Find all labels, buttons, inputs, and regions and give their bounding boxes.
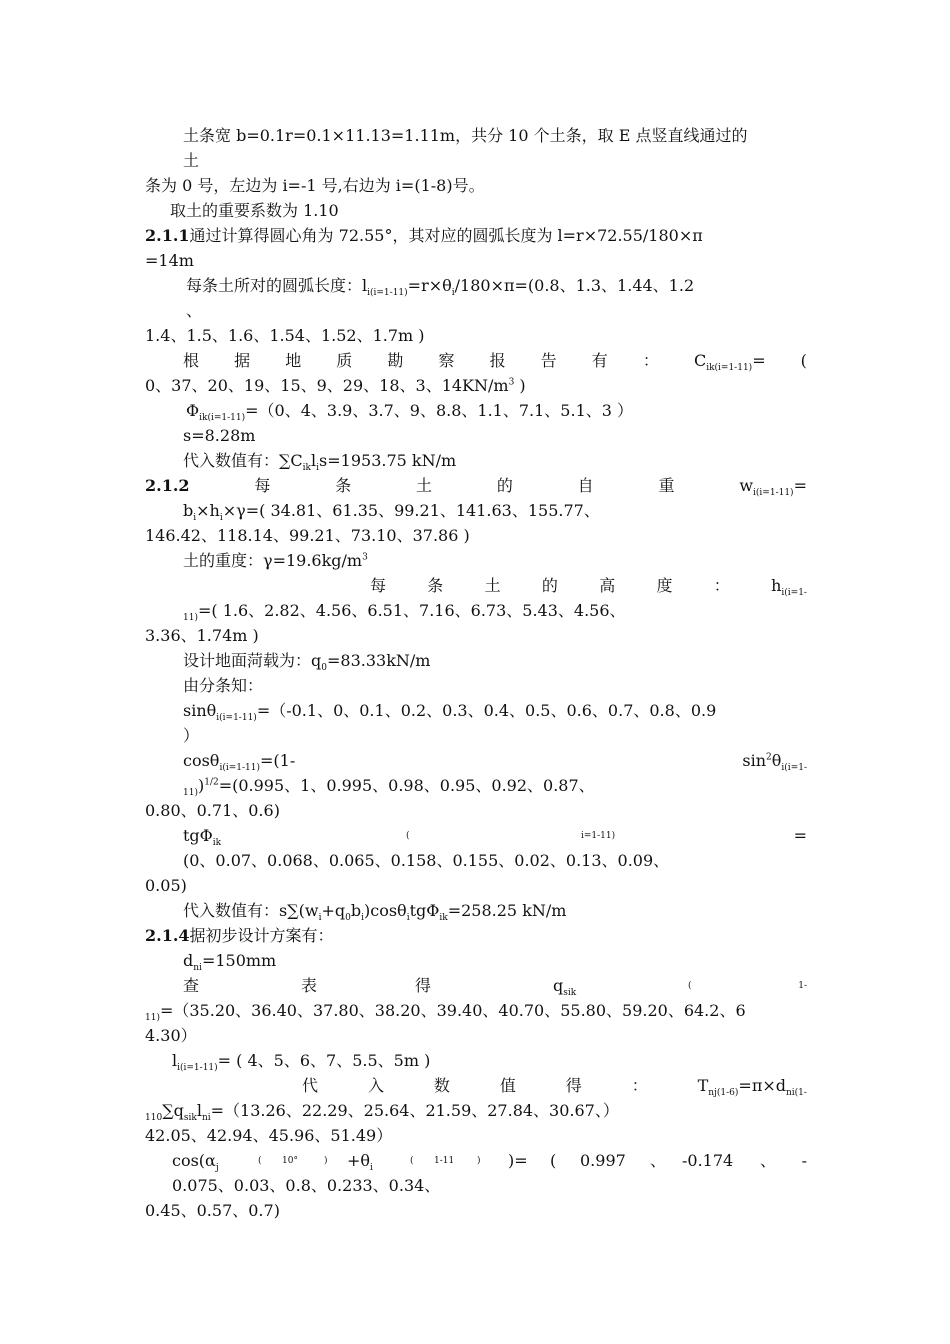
- char: ：: [713, 576, 730, 595]
- subscript: i(i=1-: [781, 588, 807, 599]
- superscript: 3: [508, 377, 515, 388]
- text-line: [183, 551, 807, 571]
- text: =: [752, 351, 766, 370]
- text: )cosθ: [364, 901, 407, 920]
- text-line-justified: [370, 576, 807, 599]
- text: 每条土所对的圆弧长度：l: [186, 276, 368, 295]
- text: ∑q: [162, 1101, 184, 1120]
- char: 勘: [387, 351, 404, 370]
- text-line-justified: [302, 1076, 807, 1099]
- text: 条为 0 号，左边为 i=-1 号,右边为 i=(1-8)号。: [145, 176, 485, 195]
- char: 告: [540, 351, 557, 370]
- char: 自: [577, 476, 594, 495]
- subscript: 110: [145, 1113, 163, 1124]
- subscript: ik(i=1-11): [199, 413, 246, 424]
- text: l: [172, 1051, 178, 1070]
- text: 146.42、118.14、99.21、73.10、37.86 ): [145, 526, 470, 545]
- char: 土: [484, 576, 501, 595]
- text: s=1953.75 kN/m: [319, 451, 457, 470]
- subscript: i: [316, 463, 320, 474]
- text: =（0、4、3.9、3.7、9、8.8、1.1、7.1、5.1、3 ）: [245, 401, 634, 420]
- char: 条: [335, 476, 352, 495]
- text: [347, 1151, 373, 1174]
- text-line: [183, 851, 807, 871]
- text: 4.30）: [145, 1026, 197, 1045]
- text-line: [183, 951, 807, 974]
- subscript: i(i=1-11): [753, 488, 794, 499]
- text: 0、37、20、19、15、9、29、18、3、14KN/m: [145, 376, 509, 395]
- char: 报: [489, 351, 506, 370]
- subscript: 11): [183, 613, 198, 624]
- subscript: 11): [183, 788, 198, 799]
- section-number: 2.1.4: [145, 926, 190, 945]
- char: 度: [656, 576, 673, 595]
- char: (: [800, 351, 807, 370]
- text-line: [145, 1201, 807, 1221]
- text: d: [183, 951, 194, 970]
- subscript: 1-: [798, 981, 807, 991]
- text: 1.4、1.5、1.6、1.54、1.52、1.7m ): [145, 326, 425, 345]
- text: tgΦ: [409, 901, 440, 920]
- char: ：: [631, 1076, 648, 1095]
- text-line: [183, 126, 807, 146]
- subscript: i=1-11): [581, 831, 616, 841]
- text: 42.05、42.94、45.96、51.49）: [145, 1126, 393, 1145]
- text: 据初步设计方案有：: [189, 926, 334, 945]
- text: =r×θ: [407, 276, 452, 295]
- text: 由分条知：: [183, 676, 264, 695]
- text: w: [739, 476, 754, 495]
- subscript: ni: [201, 1113, 211, 1124]
- text: q: [553, 976, 564, 995]
- char: 地: [285, 351, 302, 370]
- char: 查: [183, 976, 200, 995]
- text-line: [145, 251, 807, 271]
- section-2-1-2: [145, 476, 807, 499]
- paren: ): [324, 1156, 328, 1166]
- section-number: 2.1.2: [145, 476, 190, 495]
- subscript: i: [361, 913, 364, 924]
- subscript: ik: [439, 913, 448, 924]
- subscript: i: [318, 913, 322, 924]
- text: 代入数值有：∑C: [183, 451, 303, 470]
- text: =（35.20、36.40、37.80、38.20、39.40、40.70、55.80、59.20、64.2、6: [159, 1001, 746, 1020]
- text-line: [183, 426, 807, 446]
- text: 0.075、0.03、0.8、0.233、0.34、: [172, 1176, 441, 1195]
- subscript: i(i=1-11): [216, 713, 257, 724]
- char: 据: [234, 351, 251, 370]
- text-line: [145, 626, 807, 646]
- text-line: [183, 901, 807, 924]
- subscript: nj(1-6): [708, 1088, 739, 1099]
- text: [183, 826, 222, 849]
- subscript: 1-11: [434, 1156, 455, 1166]
- text: =14m: [145, 251, 194, 270]
- text: [693, 351, 766, 374]
- text: ）: [183, 726, 200, 745]
- text: s=8.28m: [183, 426, 256, 445]
- text-line: [183, 701, 807, 724]
- text-line: [145, 376, 807, 396]
- text: l: [196, 1101, 202, 1120]
- paren: (: [258, 1156, 262, 1166]
- text: ×γ=( 34.81、61.35、99.21、141.63、155.77、: [222, 501, 600, 520]
- char: 每: [370, 576, 387, 595]
- text: =: [793, 476, 807, 495]
- subscript: i(i=1-11): [367, 288, 408, 299]
- paren: ): [477, 1156, 481, 1166]
- text-line-justified: [183, 351, 807, 374]
- text-line: [183, 451, 807, 474]
- subscript: ni: [193, 963, 202, 974]
- text: 0.997: [580, 1151, 626, 1170]
- text-line: [145, 176, 807, 196]
- text: +θ: [347, 1151, 371, 1170]
- text: =258.25 kN/m: [447, 901, 567, 920]
- text: = ( 4、5、6、7、5.5、5m ): [217, 1051, 431, 1070]
- char: 入: [367, 1076, 384, 1095]
- text: =（-0.1、0、0.1、0.2、0.3、0.4、0.5、0.6、0.7、0.8、0.9: [256, 701, 717, 720]
- text: Φ: [186, 401, 200, 420]
- char: 的: [496, 476, 513, 495]
- subscript: i(i=1-11): [219, 763, 260, 774]
- text: ×h: [196, 501, 220, 520]
- text-line: [145, 526, 807, 546]
- subscript: ik(i=1-11): [706, 363, 753, 374]
- text: =( 1.6、2.82、4.56、6.51、7.16、6.73、5.43、4.56、: [197, 601, 626, 620]
- char: 值: [499, 1076, 516, 1095]
- text: =(1-: [259, 751, 296, 770]
- subscript: j: [215, 1163, 219, 1174]
- char: 察: [438, 351, 455, 370]
- text: 0.45、0.57、0.7): [145, 1201, 280, 1220]
- text: 土: [183, 151, 200, 170]
- subscript: sik: [183, 1113, 197, 1124]
- char: 有: [591, 351, 608, 370]
- text-line: [145, 1101, 807, 1124]
- paren: (: [406, 831, 410, 841]
- text-line: [186, 301, 848, 321]
- char: 表: [301, 976, 318, 995]
- text: =（13.26、22.29、25.64、21.59、27.84、30.67、）: [210, 1101, 619, 1120]
- text-line-justified: [183, 751, 807, 774]
- text: -: [801, 1151, 807, 1170]
- text-line: [183, 726, 807, 746]
- text: ): [197, 776, 205, 795]
- subscript: i(i=1-: [781, 763, 807, 774]
- text-line: [145, 1001, 807, 1024]
- text-line: [172, 1051, 834, 1074]
- char: 根: [183, 351, 200, 370]
- text: =π×d: [738, 1076, 786, 1095]
- text: [172, 1151, 219, 1174]
- char: 每: [254, 476, 271, 495]
- text-line: [183, 676, 807, 696]
- subscript: ni(1-: [785, 1088, 807, 1099]
- text: )=: [508, 1151, 528, 1170]
- text-line: [145, 1026, 807, 1046]
- text: 土的重度：γ=19.6kg/m: [183, 551, 363, 570]
- char: 的: [541, 576, 558, 595]
- text-line: [145, 1126, 807, 1146]
- text: -0.174: [682, 1151, 734, 1170]
- text-line: [183, 651, 807, 674]
- text: (: [550, 1151, 557, 1170]
- text: θ: [771, 751, 782, 770]
- text-line: [145, 801, 807, 821]
- char: 得: [565, 1076, 582, 1095]
- subscript: i: [219, 513, 223, 524]
- char: 质: [336, 351, 353, 370]
- text-line: [170, 201, 832, 221]
- text-line: [186, 401, 848, 424]
- paren: (: [688, 981, 692, 991]
- subscript: ik: [302, 463, 312, 474]
- text: cos(α: [172, 1151, 216, 1170]
- text: [183, 751, 296, 774]
- text: 3.36、1.74m ): [145, 626, 259, 645]
- subscript: 11): [145, 1013, 160, 1024]
- text-line: [172, 1176, 796, 1196]
- char: 数: [433, 1076, 450, 1095]
- char: ：: [642, 351, 659, 370]
- text: [771, 576, 807, 599]
- section-number: 2.1.1: [145, 226, 190, 245]
- subscript: i: [406, 913, 410, 924]
- text: [739, 476, 807, 499]
- text: 取土的重要系数为 1.10: [170, 201, 339, 220]
- text: T: [697, 1076, 709, 1095]
- text: 通过计算得圆心角为 72.55°，其对应的圆弧长度为 l=r×72.55/180×π: [189, 226, 703, 245]
- text-line: [186, 276, 848, 299]
- subscript: i(i=1-11): [177, 1063, 218, 1074]
- text: [697, 1076, 807, 1099]
- text-line: [145, 876, 807, 896]
- char: 得: [415, 976, 432, 995]
- text: =150mm: [201, 951, 277, 970]
- text: 代入数值有：s∑(w: [183, 901, 319, 920]
- text: [742, 751, 807, 774]
- text: C: [693, 351, 707, 370]
- text: sinθ: [183, 701, 217, 720]
- char: 土: [416, 476, 433, 495]
- subscript: i: [193, 513, 197, 524]
- subscript: 0: [345, 913, 351, 924]
- text: 0.80、0.71、0.6): [145, 801, 280, 820]
- text-line: [183, 601, 807, 624]
- subscript: 0: [321, 663, 327, 674]
- text: 、: [186, 301, 203, 320]
- text: /180×π=(0.8、1.3、1.44、1.2: [454, 276, 695, 295]
- text: h: [771, 576, 782, 595]
- text-line: [183, 501, 807, 524]
- text: b: [350, 901, 362, 920]
- text: 、: [650, 1151, 667, 1170]
- text: tgΦ: [183, 826, 213, 845]
- superscript: 1/2: [204, 777, 219, 788]
- paren: (: [410, 1156, 414, 1166]
- text: =83.33kN/m: [326, 651, 431, 670]
- subscript: i: [451, 288, 455, 299]
- text: b: [183, 501, 194, 520]
- char: 重: [658, 476, 675, 495]
- text: ): [514, 376, 526, 395]
- subscript: i: [370, 1163, 373, 1174]
- text: 设计地面菏载为：q: [183, 651, 322, 670]
- text: [553, 976, 577, 999]
- text: cosθ: [183, 751, 220, 770]
- section-2-1-4: [145, 926, 807, 946]
- section-2-1-1: [145, 226, 807, 246]
- text: sin: [742, 751, 767, 770]
- text: =: [793, 826, 807, 845]
- text: (0、0.07、0.068、0.065、0.158、0.155、0.02、0.13、0.09、: [183, 851, 670, 870]
- subscript: ik: [212, 838, 222, 849]
- subscript: sik: [563, 988, 577, 999]
- superscript: 2: [766, 752, 772, 763]
- text-line: [145, 326, 807, 346]
- char: 代: [302, 1076, 319, 1095]
- text-line: [183, 776, 807, 799]
- char: 条: [427, 576, 444, 595]
- char: 高: [599, 576, 616, 595]
- subscript: 10°: [282, 1156, 298, 1166]
- text: +q: [321, 901, 346, 920]
- text: 、: [760, 1151, 777, 1170]
- text: l: [311, 451, 317, 470]
- text: =(0.995、1、0.995、0.98、0.95、0.92、0.87、: [218, 776, 595, 795]
- superscript: 3: [362, 552, 368, 563]
- text-line: [183, 151, 807, 171]
- text: 土条宽 b=0.1r=0.1×11.13=1.11m，共分 10 个土条，取 E 点竖直线通过的: [183, 126, 748, 145]
- text: 0.05): [145, 876, 187, 895]
